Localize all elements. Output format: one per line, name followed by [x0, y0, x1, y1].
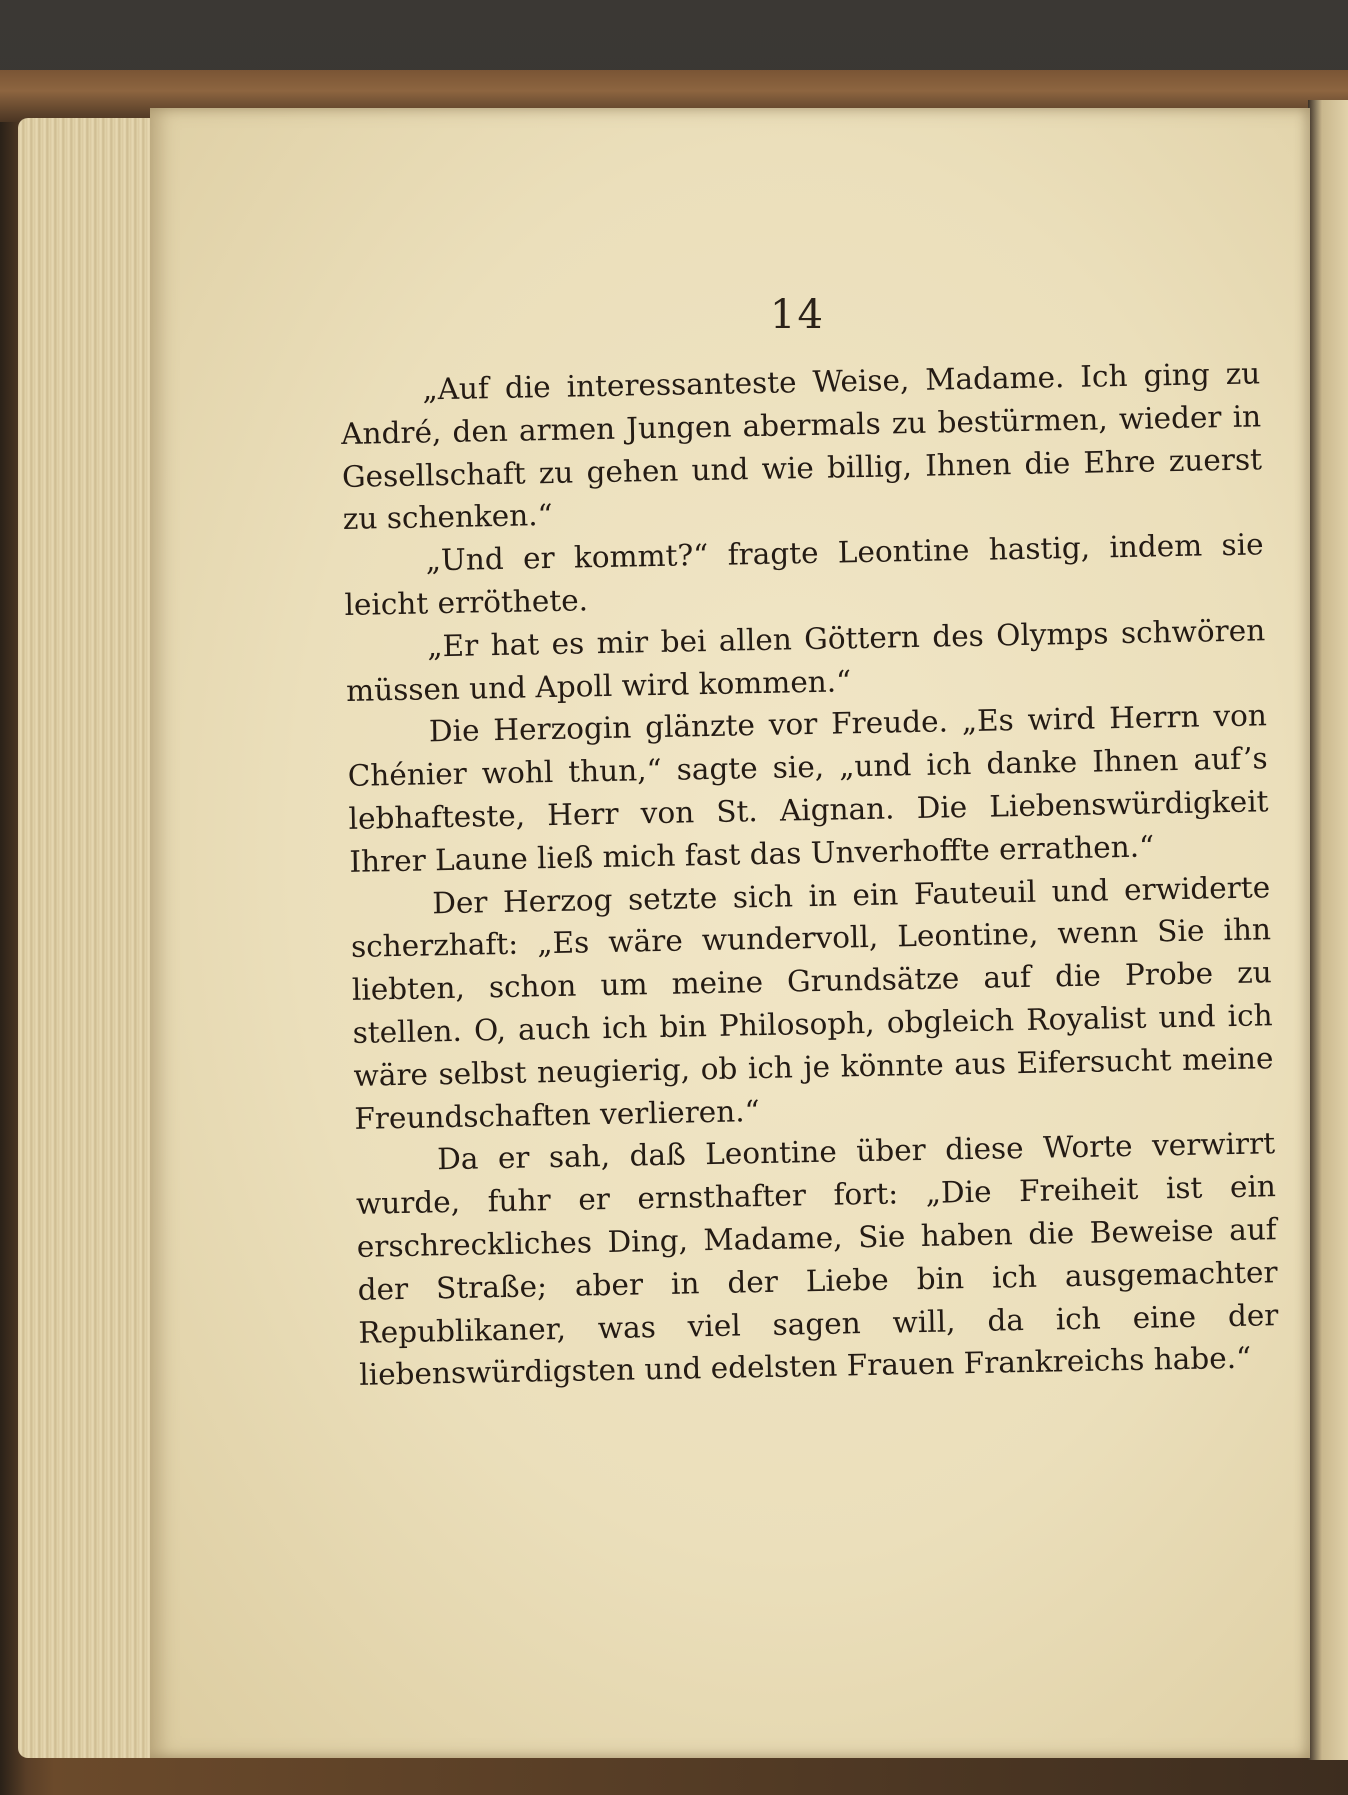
page-stack [18, 118, 158, 1758]
paragraph: „Er hat es mir bei allen Göttern des Olymps schwören müssen und Apoll wird kommen.“ [345, 613, 1266, 708]
paragraph: Da er sah, daß Leontine über diese Worte verwirrt wurde, fuhr er ernsthafter fort: „Die Freiheit ist ein erschreckliches Ding, Madame, Sie haben die Beweise auf der Straße; aber in der Liebe bin ich ausgemachter Republikaner, was viel sagen will, da ich eine der liebenswürdigsten und edelsten Frauen Frankreichs habe.“ [355, 1126, 1279, 1393]
page-number: 14 [770, 292, 825, 338]
paragraph: Die Herzogin glänzte vor Freude. „Es wird Herrn von Chénier wohl thun,“ sagte sie, „und ich danke Ihnen auf’s lebhafteste, Herr von St. Aignan. Die Liebenswürdigkeit Ihrer Laune ließ mich fast das Unverhoffte errathen.“ [347, 698, 1269, 879]
paragraph: „Auf die interessanteste Weise, Madame. Ich ging zu André, den armen Jungen abermals zu bestürmen, wieder in Gesellschaft zu gehen und wie billig, Ihnen die Ehre zuerst zu schenken.“ [340, 356, 1263, 537]
paragraph: Der Herzog setzte sich in ein Fauteuil und erwiderte scherzhaft: „Es wäre wundervoll, Leontine, wenn Sie ihn liebten, schon um meine Grundsätze auf die Probe zu stellen. O, auch ich bin Philosoph, obgleich Royalist und ich wäre selbst neugierig, ob ich je könnte aus Eifersucht meine Freundschaften verlieren.“ [350, 869, 1274, 1136]
facing-page-edge [1308, 100, 1348, 1760]
body-text [340, 352, 1280, 1397]
paragraph: „Und er kommt?“ fragte Leontine hastig, indem sie leicht erröthete. [344, 527, 1264, 622]
